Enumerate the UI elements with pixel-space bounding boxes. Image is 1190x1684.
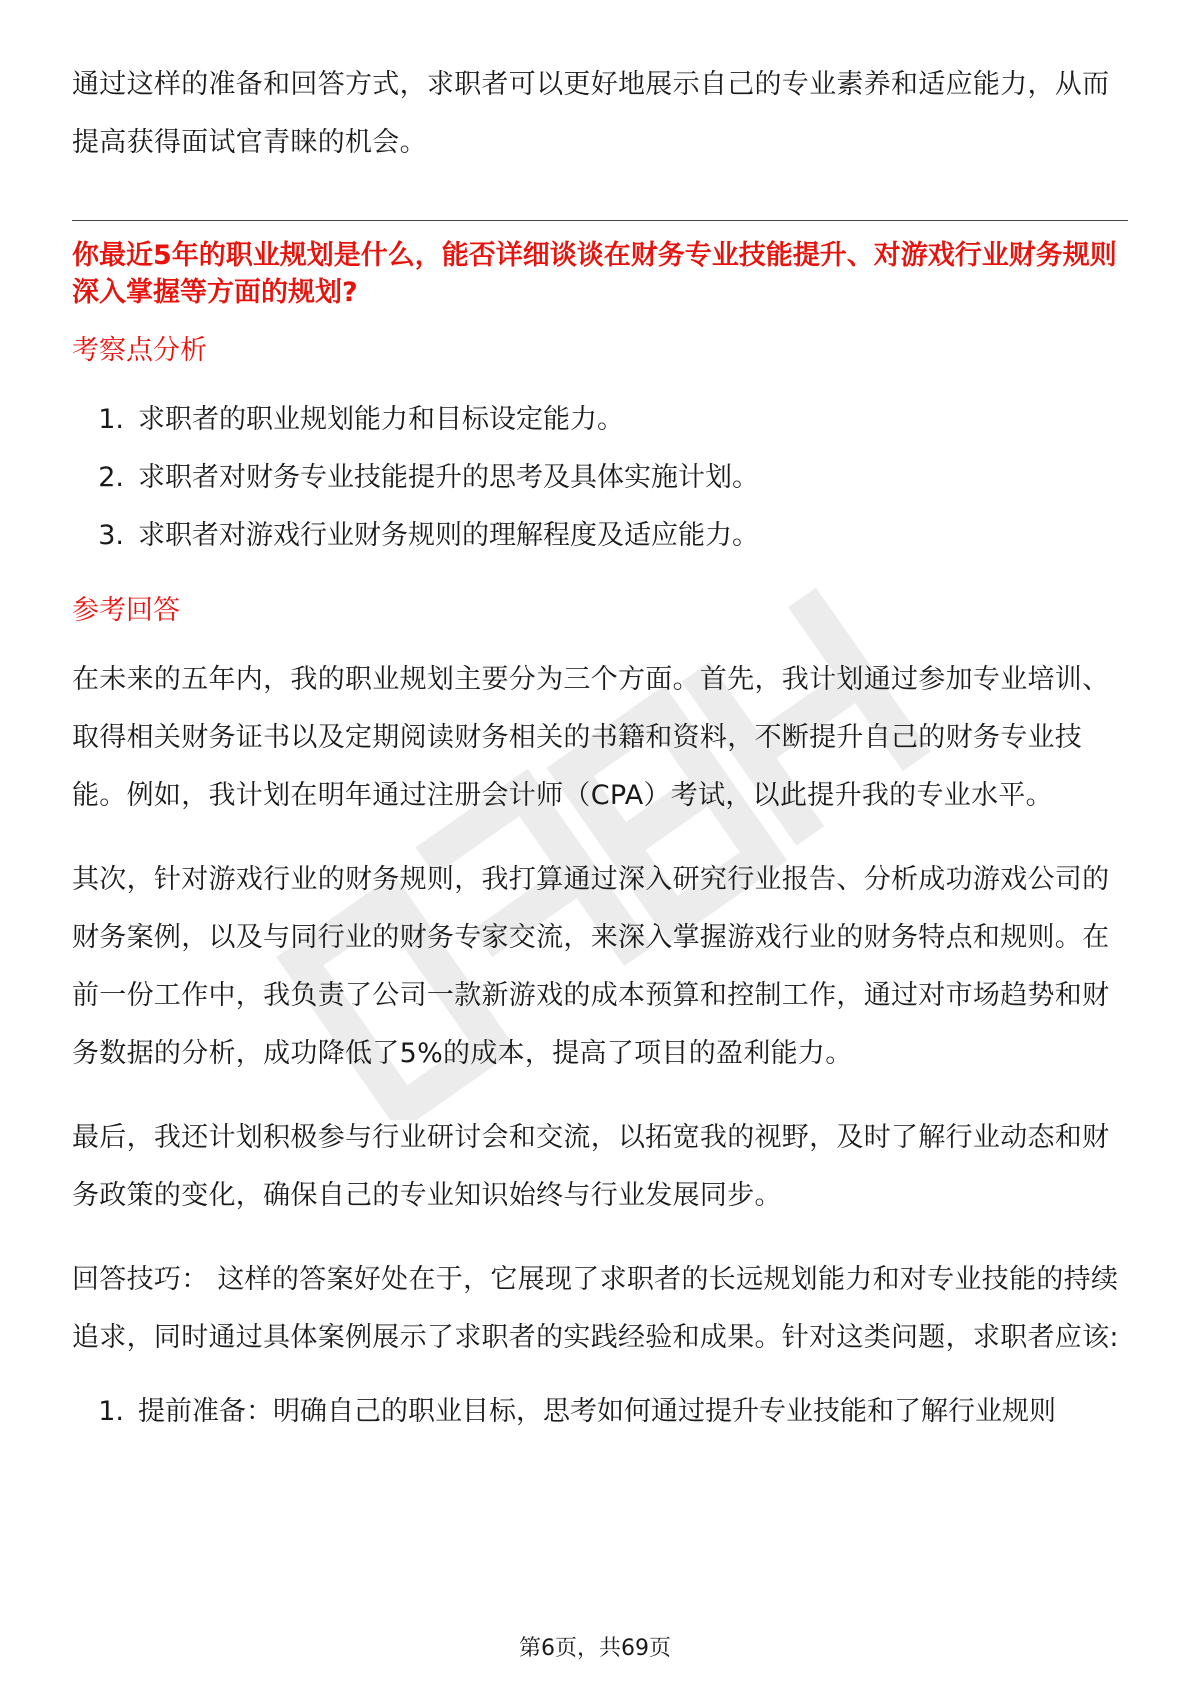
list-item-text: 求职者对财务专业技能提升的思考及具体实施计划。	[138, 462, 759, 493]
analysis-title: 考察点分析	[72, 335, 207, 366]
answer-paragraph: 其次，针对游戏行业的财务规则，我打算通过深入研究行业报告、分析成功游戏公司的财务案例，以及与同行业的财务专家交流，来深入掌握游戏行业的财务特点和规则。在前一份工作中，我负责了公司一款新游戏的成本预算和控制工作，通过对市场趋势和财务数据的分析，成功降低了5%的成本，提高了项目的盈利能力。	[72, 864, 1110, 1069]
list-item-number: 2.	[98, 462, 124, 493]
list-item	[72, 391, 1128, 449]
tips-paragraph: 回答技巧： 这样的答案好处在于，它展现了求职者的长远规划能力和对专业技能的持续追求，同时通过具体案例展示了求职者的实践经验和成果。针对这类问题，求职者应该:	[72, 1264, 1119, 1353]
list-item-text: 提前准备：明确自己的职业目标，思考如何通过提升专业技能和了解行业规则	[138, 1396, 1056, 1427]
intro-paragraph: 通过这样的准备和回答方式，求职者可以更好地展示自己的专业素养和适应能力，从而提高获得面试官青睐的机会。	[72, 69, 1110, 158]
list-item-number: 1.	[98, 1396, 124, 1427]
list-item-text: 求职者的职业规划能力和目标设定能力。	[138, 404, 624, 435]
question-heading: 你最近5年的职业规划是什么，能否详细谈谈在财务专业技能提升、对游戏行业财务规则深入掌握等方面的规划?	[72, 240, 1117, 308]
answer-paragraph: 在未来的五年内，我的职业规划主要分为三个方面。首先，我计划通过参加专业培训、取得相关财务证书以及定期阅读财务相关的书籍和资料，不断提升自己的财务专业技能。例如，我计划在明年通过注册会计师（CPA）考试，以此提升我的专业水平。	[72, 664, 1110, 811]
list-item	[72, 1383, 1128, 1441]
answer-title: 参考回答	[72, 595, 180, 626]
list-item	[72, 507, 1128, 565]
page-footer: 第6页，共69页	[519, 1636, 671, 1661]
list-item-number: 3.	[98, 520, 124, 551]
section-divider	[72, 220, 1128, 221]
document-page	[72, 56, 1128, 1441]
list-item-number: 1.	[98, 404, 124, 435]
answer-paragraph: 最后，我还计划积极参与行业研讨会和交流，以拓宽我的视野，及时了解行业动态和财务政策的变化，确保自己的专业知识始终与行业发展同步。	[72, 1122, 1110, 1211]
list-item	[72, 449, 1128, 507]
list-item-text: 求职者对游戏行业财务规则的理解程度及适应能力。	[138, 520, 759, 551]
tips-list	[72, 1383, 1128, 1441]
analysis-list	[72, 391, 1128, 565]
